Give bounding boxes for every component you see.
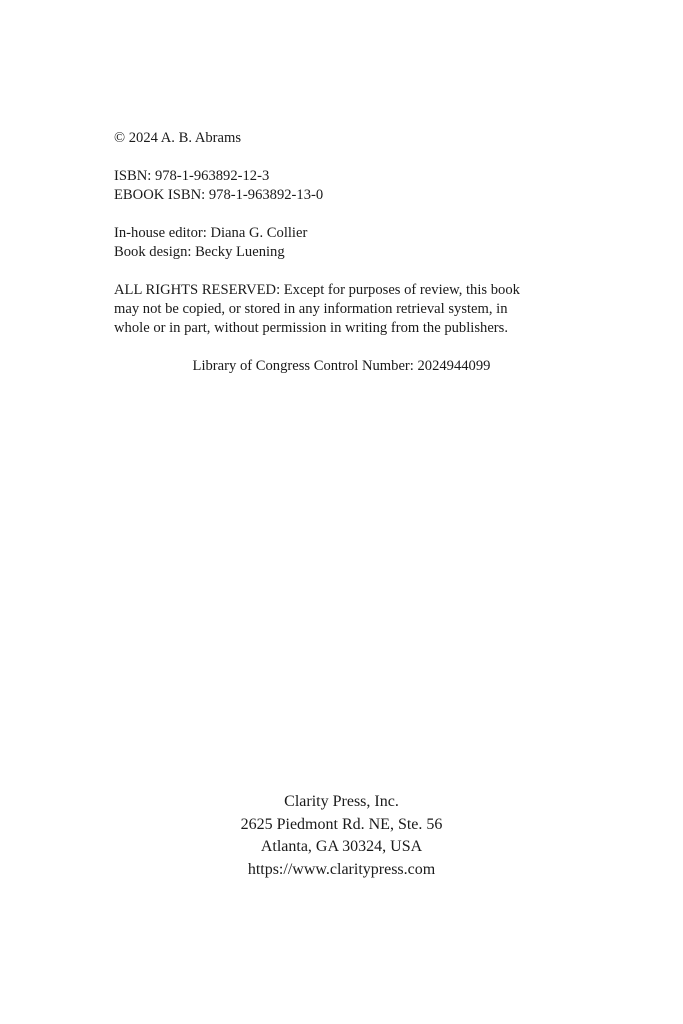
print-isbn: ISBN: 978-1-963892-12-3	[114, 168, 270, 184]
rights-line-1: ALL RIGHTS RESERVED: Except for purposes of review, this book	[114, 282, 520, 298]
publisher-street: 2625 Piedmont Rd. NE, Ste. 56	[240, 815, 443, 833]
rights-line-3: whole or in part, without permission in writing from the publishers.	[114, 320, 508, 336]
credits-block	[114, 224, 574, 262]
copyright-notice-block	[114, 129, 574, 148]
publisher-address-block	[0, 791, 683, 881]
ebook-isbn: EBOOK ISBN: 978-1-963892-13-0	[114, 187, 324, 203]
publisher-website: https://www.claritypress.com	[247, 860, 436, 878]
rights-line-2: may not be copied, or stored in any information retrieval system, in	[114, 301, 508, 317]
copyright-notice: © 2024 A. B. Abrams	[114, 130, 242, 146]
rights-reserved-notice	[114, 281, 574, 338]
library-of-congress-number: Library of Congress Control Number: 2024944099	[192, 358, 491, 374]
publisher-name: Clarity Press, Inc.	[284, 793, 399, 810]
editor-credit: In-house editor: Diana G. Collier	[114, 225, 308, 241]
publisher-city: Atlanta, GA 30324, USA	[260, 838, 423, 855]
design-credit: Book design: Becky Luening	[114, 244, 285, 260]
isbn-block	[114, 167, 574, 205]
